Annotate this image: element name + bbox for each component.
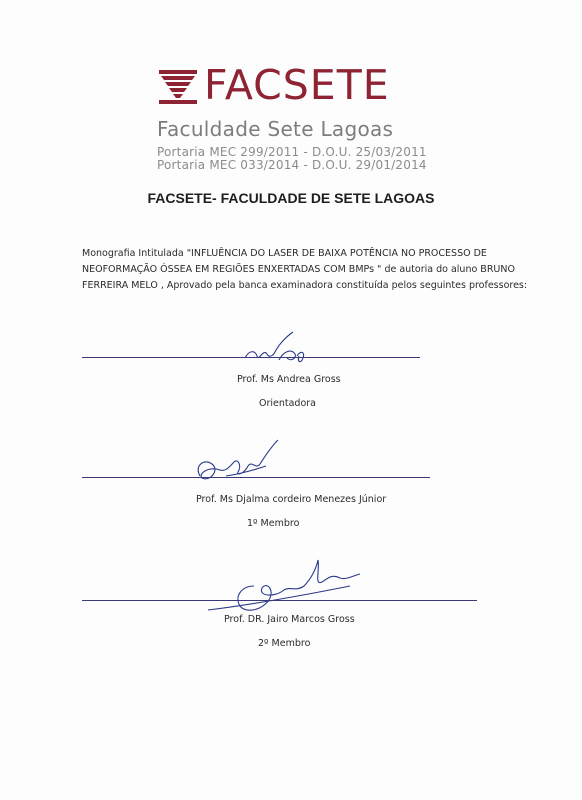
facsete-logo-icon [159, 70, 197, 104]
signature-3 [200, 552, 380, 618]
signatory-role-2: 1º Membro [247, 518, 300, 529]
portaria-line-2: Portaria MEC 033/2014 - D.O.U. 29/01/2014 [157, 158, 427, 172]
body-text-line-3: FERREIRA MELO , Aprovado pela banca examinadora constituída pelos seguintes professores: [82, 280, 528, 291]
document-heading: FACSETE- FACULDADE DE SETE LAGOAS [147, 190, 435, 206]
portaria-line-1: Portaria MEC 299/2011 - D.O.U. 25/03/2011 [157, 145, 427, 159]
body-text-line-2: NEOFORMAÇÃO ÓSSEA EM REGIÕES ENXERTADAS COM BMPs " de autoria do aluno BRUNO [82, 264, 515, 275]
logo-subtitle: Faculdade Sete Lagoas [157, 117, 394, 141]
signatory-name-3: Prof. DR. Jairo Marcos Gross [224, 614, 355, 625]
signature-2 [190, 436, 290, 496]
signatory-role-3: 2º Membro [258, 638, 311, 649]
signatory-name-1: Prof. Ms Andrea Gross [237, 374, 341, 385]
signatory-role-1: Orientadora [259, 398, 317, 409]
signature-line-1 [82, 357, 420, 358]
signature-1 [235, 326, 315, 376]
signature-line-2 [82, 477, 430, 478]
logo-wordmark: FACSETE [204, 61, 390, 109]
signatory-name-2: Prof. Ms Djalma cordeiro Menezes Júnior [196, 494, 387, 505]
signature-line-3 [82, 600, 477, 601]
body-text-line-1: Monografia Intitulada "INFLUÊNCIA DO LASER DE BAIXA POTÊNCIA NO PROCESSO DE [82, 248, 487, 259]
